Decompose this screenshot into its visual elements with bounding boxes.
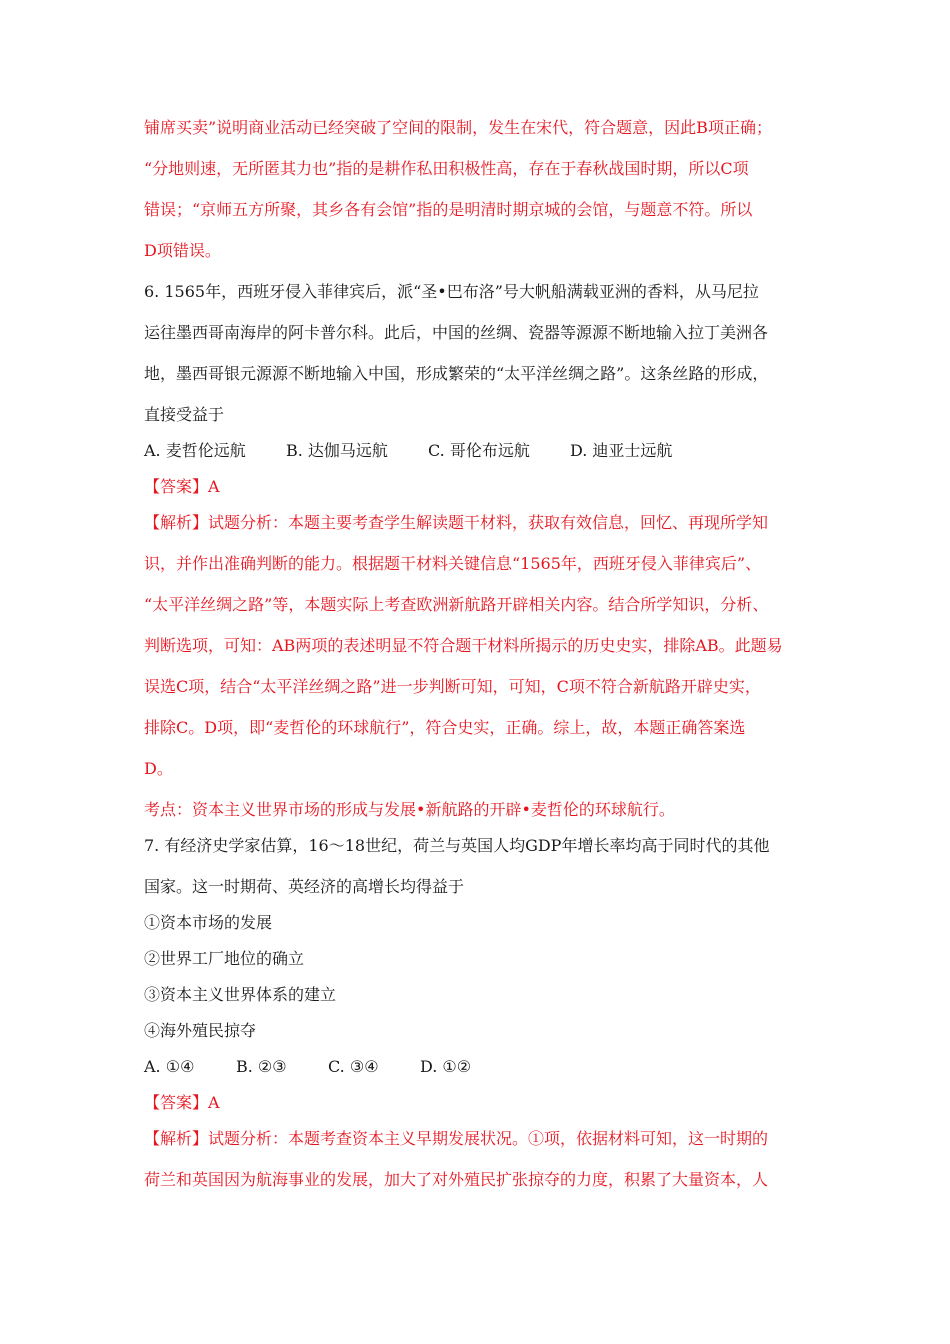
q5-analysis-line: D项错误。 bbox=[144, 241, 221, 260]
q6-option-c: C. 哥伦布远航 bbox=[428, 441, 530, 460]
q5-analysis-line: “分地则速，无所匿其力也”指的是耕作私田积极性高，存在于春秋战国时期，所以C项 bbox=[144, 159, 749, 178]
q6-option-b: B. 达伽马远航 bbox=[286, 441, 388, 460]
page-content bbox=[144, 118, 808, 1190]
q6-option-d: D. 迪亚士远航 bbox=[570, 441, 673, 460]
q6-point: 考点：资本主义世界市场的形成与发展•新航路的开辟•麦哲伦的环球航行。 bbox=[144, 800, 675, 819]
q7-option-c: C. ③④ bbox=[328, 1057, 379, 1076]
q6-answer: 【答案】A bbox=[144, 477, 220, 496]
q7-analysis-line: 荷兰和英国因为航海事业的发展，加大了对外殖民扩张掠夺的力度，积累了大量资本，人 bbox=[144, 1170, 769, 1189]
q6-analysis-line: 【解析】试题分析：本题主要考查学生解读题干材料，获取有效信息，回忆、再现所学知 bbox=[144, 513, 769, 532]
q5-analysis-line: 错误；“京师五方所聚，其乡各有会馆”指的是明清时期京城的会馆，与题意不符。所以 bbox=[144, 200, 753, 219]
q6-stem-line: 6. 1565年，西班牙侵入菲律宾后，派“圣•巴布洛”号大帆船满载亚洲的香料，从马尼拉 bbox=[144, 282, 759, 301]
q7-item-3: ③资本主义世界体系的建立 bbox=[144, 985, 337, 1004]
q7-stem-line: 7. 有经济史学家估算，16～18世纪，荷兰与英国人均GDP年增长率均高于同时代的其他 bbox=[144, 836, 770, 855]
q7-item-4: ④海外殖民掠夺 bbox=[144, 1021, 257, 1040]
q7-stem-line: 国家。这一时期荷、英经济的高增长均得益于 bbox=[144, 877, 465, 896]
q7-option-a: A. ①④ bbox=[144, 1057, 195, 1076]
q6-stem-line: 直接受益于 bbox=[144, 405, 225, 424]
q7-analysis-line: 【解析】试题分析：本题考查资本主义早期发展状况。①项，依据材料可知，这一时期的 bbox=[144, 1129, 769, 1148]
q6-analysis-line: 识，并作出准确判断的能力。根据题干材料关键信息“1565年，西班牙侵入菲律宾后”、 bbox=[144, 554, 762, 573]
q6-stem-line: 地，墨西哥银元源源不断地输入中国，形成繁荣的“太平洋丝绸之路”。这条丝路的形成， bbox=[144, 364, 769, 383]
question-6 bbox=[144, 282, 808, 820]
question-7 bbox=[144, 836, 808, 1190]
q7-item-1: ①资本市场的发展 bbox=[144, 913, 273, 932]
q6-stem-line: 运往墨西哥南海岸的阿卡普尔科。此后，中国的丝绸、瓷器等源源不断地输入拉丁美洲各 bbox=[144, 323, 769, 342]
q7-option-b: B. ②③ bbox=[236, 1057, 287, 1076]
q5-analysis-line: 铺席买卖”说明商业活动已经突破了空间的限制，发生在宋代，符合题意，因此B项正确； bbox=[144, 118, 772, 137]
q6-analysis-line: “太平洋丝绸之路”等，本题实际上考查欧洲新航路开辟相关内容。结合所学知识，分析、 bbox=[144, 595, 769, 614]
q6-options bbox=[144, 441, 808, 461]
q5-analysis bbox=[144, 118, 808, 261]
q7-option-d: D. ①② bbox=[420, 1057, 472, 1076]
q6-analysis-line: 误选C项，结合“太平洋丝绸之路”进一步判断可知，可知，C项不符合新航路开辟史实， bbox=[144, 677, 761, 696]
q6-analysis-line: 排除C。D项，即“麦哲伦的环球航行”，符合史实，正确。综上，故，本题正确答案选 bbox=[144, 718, 746, 737]
q6-analysis-line: D。 bbox=[144, 759, 173, 778]
q6-option-a: A. 麦哲伦远航 bbox=[144, 441, 246, 460]
q7-answer: 【答案】A bbox=[144, 1093, 220, 1112]
q7-options bbox=[144, 1057, 808, 1077]
q6-analysis-line: 判断选项，可知：AB两项的表述明显不符合题干材料所揭示的历史史实，排除AB。此题易 bbox=[144, 636, 783, 655]
q7-item-2: ②世界工厂地位的确立 bbox=[144, 949, 305, 968]
